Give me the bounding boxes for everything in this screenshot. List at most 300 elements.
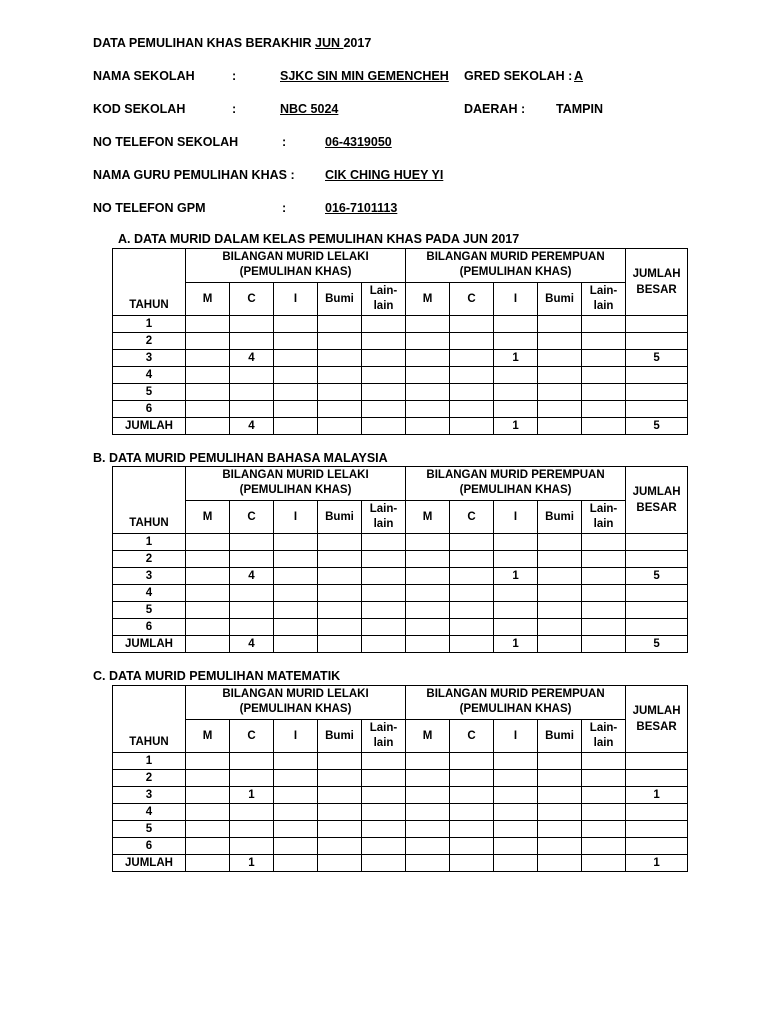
tahun-header: TAHUN (113, 249, 186, 316)
guru-label: NAMA GURU PEMULIHAN KHAS : (93, 168, 295, 182)
row-label: 3 (113, 568, 186, 585)
table-cell (274, 384, 318, 401)
table-cell (450, 367, 494, 384)
table-cell (494, 534, 538, 551)
lelaki-header-line2: (PEMULIHAN KHAS) (239, 703, 352, 715)
table-cell (494, 333, 538, 350)
table-cell (362, 787, 406, 804)
table-cell (318, 367, 362, 384)
col-header-perempuan-i: I (494, 283, 538, 316)
table-cell (450, 770, 494, 787)
table-cell (450, 619, 494, 636)
table-cell (318, 838, 362, 855)
table-cell: 1 (494, 568, 538, 585)
table-cell (582, 534, 626, 551)
table-cell (274, 602, 318, 619)
table-cell (406, 401, 450, 418)
table-cell (450, 418, 494, 435)
row-label: 2 (113, 551, 186, 568)
table-cell (362, 753, 406, 770)
table-cell (494, 367, 538, 384)
table-cell (538, 367, 582, 384)
table-cell (186, 401, 230, 418)
table-cell (626, 753, 688, 770)
table-cell (494, 838, 538, 855)
table-cell (186, 619, 230, 636)
lelaki-header-line1: BILANGAN MURID LELAKI (222, 688, 369, 700)
table-cell (582, 418, 626, 435)
table-cell (362, 316, 406, 333)
nama-sekolah-colon: : (232, 69, 237, 83)
table-cell (450, 636, 494, 653)
table-cell (318, 753, 362, 770)
table-cell (230, 770, 274, 787)
table-cell (582, 838, 626, 855)
col-header-lelaki-i: I (274, 501, 318, 534)
telefon-gpm-label: NO TELEFON GPM (93, 201, 206, 215)
table-cell (318, 787, 362, 804)
table-cell (450, 855, 494, 872)
kod-sekolah-colon: : (232, 102, 237, 116)
header-row-columns (113, 720, 688, 753)
lelaki-header-line1: BILANGAN MURID LELAKI (222, 251, 369, 263)
lain-lain-line1: Lain- (589, 722, 618, 734)
table-cell (406, 551, 450, 568)
col-header-lelaki-bumi: Bumi (318, 283, 362, 316)
table-cell (494, 602, 538, 619)
col-header-lelaki-i: I (274, 283, 318, 316)
tahun-header: TAHUN (113, 686, 186, 753)
lelaki-header-line2: (PEMULIHAN KHAS) (239, 484, 352, 496)
table-cell: 1 (626, 787, 688, 804)
table-cell (582, 619, 626, 636)
table-cell (186, 787, 230, 804)
table-cell (186, 753, 230, 770)
table-cell: 4 (230, 568, 274, 585)
table-cell (318, 619, 362, 636)
table-cell (582, 350, 626, 367)
jumlah-besar-header (626, 249, 688, 316)
col-header-perempuan-bumi: Bumi (538, 283, 582, 316)
table-cell (538, 619, 582, 636)
table-cell (186, 333, 230, 350)
table-row (113, 585, 688, 602)
table-cell (274, 401, 318, 418)
table-cell (406, 585, 450, 602)
table-row (113, 551, 688, 568)
row-label: 4 (113, 367, 186, 384)
table-cell: 5 (626, 350, 688, 367)
table-cell (230, 384, 274, 401)
table-cell (230, 821, 274, 838)
title-month: JUN (315, 36, 344, 50)
gred-sekolah-label: GRED SEKOLAH : (464, 69, 573, 83)
table-cell (450, 585, 494, 602)
table-cell (450, 568, 494, 585)
document-title (93, 36, 371, 50)
table-cell (274, 350, 318, 367)
col-header-lelaki-lain-lain (362, 501, 406, 534)
table-cell (406, 821, 450, 838)
table-cell (626, 770, 688, 787)
table-cell (538, 636, 582, 653)
col-header-perempuan-m: M (406, 720, 450, 753)
table-cell (362, 770, 406, 787)
col-header-lelaki-c: C (230, 283, 274, 316)
col-header-perempuan-c: C (450, 283, 494, 316)
table-cell (186, 770, 230, 787)
table-cell (274, 551, 318, 568)
table-cell (450, 838, 494, 855)
table-cell (230, 401, 274, 418)
lelaki-group-header (186, 686, 406, 720)
col-header-perempuan-m: M (406, 283, 450, 316)
table-cell (450, 333, 494, 350)
table-cell (582, 585, 626, 602)
table-cell: 5 (626, 636, 688, 653)
table-cell (494, 551, 538, 568)
jumlah-besar-header (626, 467, 688, 534)
lelaki-header-line1: BILANGAN MURID LELAKI (222, 469, 369, 481)
table-row (113, 602, 688, 619)
table-cell: 5 (626, 418, 688, 435)
table-cell (626, 821, 688, 838)
table-cell (406, 384, 450, 401)
table-cell (494, 619, 538, 636)
lain-lain-line2: lain (373, 737, 394, 749)
col-header-perempuan-lain-lain (582, 501, 626, 534)
perempuan-header-line1: BILANGAN MURID PEREMPUAN (426, 469, 605, 481)
table-row (113, 636, 688, 653)
table-cell (230, 602, 274, 619)
header-row-groups (113, 467, 688, 501)
table-cell (494, 384, 538, 401)
table-cell (406, 367, 450, 384)
table-cell (186, 367, 230, 384)
table-cell (538, 770, 582, 787)
jumlah-besar-line2: BESAR (636, 502, 677, 514)
table-cell (274, 636, 318, 653)
table-cell (318, 770, 362, 787)
table-cell (538, 821, 582, 838)
row-label: JUMLAH (113, 636, 186, 653)
nama-sekolah-value: SJKC SIN MIN GEMENCHEH (280, 69, 449, 83)
table-cell (450, 534, 494, 551)
table-cell (362, 602, 406, 619)
table-row (113, 753, 688, 770)
table-cell (274, 367, 318, 384)
telefon-gpm-colon: : (282, 201, 287, 215)
lelaki-group-header (186, 467, 406, 501)
jumlah-besar-line1: JUMLAH (632, 486, 681, 498)
table-cell (186, 804, 230, 821)
table-cell (362, 636, 406, 653)
table-cell (362, 568, 406, 585)
row-label: 1 (113, 753, 186, 770)
row-label: 3 (113, 350, 186, 367)
table-row (113, 804, 688, 821)
table-cell (494, 770, 538, 787)
table-cell (538, 418, 582, 435)
row-label: 6 (113, 401, 186, 418)
table-cell (230, 585, 274, 602)
table-cell (186, 534, 230, 551)
table-cell (318, 333, 362, 350)
table-cell (274, 585, 318, 602)
table-cell (626, 316, 688, 333)
table-cell (318, 551, 362, 568)
lain-lain-line2: lain (593, 300, 614, 312)
table-cell (362, 333, 406, 350)
table-cell (582, 770, 626, 787)
table-cell (494, 401, 538, 418)
table-cell (582, 367, 626, 384)
daerah-label: DAERAH : (464, 102, 526, 116)
header-row-groups (113, 249, 688, 283)
row-label: 1 (113, 534, 186, 551)
lain-lain-line2: lain (373, 300, 394, 312)
table-cell (582, 855, 626, 872)
table-cell (362, 367, 406, 384)
table-cell (538, 838, 582, 855)
col-header-lelaki-i: I (274, 720, 318, 753)
row-label: JUMLAH (113, 855, 186, 872)
table-cell (494, 316, 538, 333)
table-cell (538, 602, 582, 619)
table-cell (406, 568, 450, 585)
col-header-perempuan-c: C (450, 720, 494, 753)
lelaki-group-header (186, 249, 406, 283)
jumlah-besar-header (626, 686, 688, 753)
table-cell (230, 753, 274, 770)
table-cell (362, 350, 406, 367)
row-label: 4 (113, 804, 186, 821)
table-cell (406, 316, 450, 333)
col-header-lelaki-bumi: Bumi (318, 720, 362, 753)
header-row-columns (113, 501, 688, 534)
table-c (112, 685, 688, 872)
row-label: 2 (113, 770, 186, 787)
table-cell: 4 (230, 350, 274, 367)
table-cell (230, 619, 274, 636)
table-cell (318, 855, 362, 872)
table-cell: 1 (494, 350, 538, 367)
table-cell (538, 551, 582, 568)
table-cell (406, 753, 450, 770)
telefon-sekolah-label: NO TELEFON SEKOLAH (93, 135, 239, 149)
lain-lain-line1: Lain- (589, 285, 618, 297)
table-cell (406, 350, 450, 367)
table-cell (450, 602, 494, 619)
kod-sekolah-label: KOD SEKOLAH (93, 102, 186, 116)
table-cell (186, 838, 230, 855)
col-header-lelaki-c: C (230, 720, 274, 753)
col-header-perempuan-i: I (494, 720, 538, 753)
section-c-title: C. DATA MURID PEMULIHAN MATEMATIK (93, 669, 341, 683)
col-header-perempuan-bumi: Bumi (538, 501, 582, 534)
table-cell (450, 551, 494, 568)
table-cell (582, 401, 626, 418)
table-cell: 1 (230, 855, 274, 872)
section-b-title: B. DATA MURID PEMULIHAN BAHASA MALAYSIA (93, 451, 388, 465)
table-row (113, 350, 688, 367)
col-header-lelaki-c: C (230, 501, 274, 534)
table-cell (538, 804, 582, 821)
table-cell (538, 384, 582, 401)
table-cell (318, 636, 362, 653)
lelaki-header-line2: (PEMULIHAN KHAS) (239, 266, 352, 278)
table-cell (626, 384, 688, 401)
lain-lain-line1: Lain- (369, 722, 398, 734)
table-cell (274, 770, 318, 787)
table-cell (538, 787, 582, 804)
table-cell (230, 551, 274, 568)
section-a-title: A. DATA MURID DALAM KELAS PEMULIHAN KHAS PADA JUN 2017 (118, 232, 520, 246)
table-cell (538, 333, 582, 350)
table-cell (538, 855, 582, 872)
table-cell (582, 821, 626, 838)
table-cell (626, 401, 688, 418)
col-header-perempuan-m: M (406, 501, 450, 534)
lain-lain-line2: lain (593, 518, 614, 530)
table-cell: 1 (626, 855, 688, 872)
table-cell (186, 568, 230, 585)
row-label: 6 (113, 619, 186, 636)
col-header-lelaki-m: M (186, 501, 230, 534)
row-label: 2 (113, 333, 186, 350)
table-cell (626, 367, 688, 384)
table-cell (406, 619, 450, 636)
table-cell (450, 384, 494, 401)
row-label: 3 (113, 787, 186, 804)
gred-sekolah-value: A (574, 69, 584, 83)
table-cell: 1 (494, 418, 538, 435)
table-cell (538, 585, 582, 602)
jumlah-besar-line2: BESAR (636, 721, 677, 733)
lain-lain-line1: Lain- (589, 503, 618, 515)
table-cell (450, 350, 494, 367)
table-cell (406, 787, 450, 804)
table-cell (274, 568, 318, 585)
table-row (113, 384, 688, 401)
table-cell (274, 821, 318, 838)
title-year: 2017 (343, 36, 372, 50)
table-cell: 1 (494, 636, 538, 653)
table-cell (318, 418, 362, 435)
table-cell (582, 753, 626, 770)
perempuan-header-line2: (PEMULIHAN KHAS) (459, 266, 572, 278)
table-cell (494, 585, 538, 602)
table-row (113, 855, 688, 872)
table-cell (230, 534, 274, 551)
table-cell (318, 568, 362, 585)
table-cell (406, 418, 450, 435)
table-cell (582, 316, 626, 333)
table-cell (626, 602, 688, 619)
table-cell: 1 (230, 787, 274, 804)
col-header-perempuan-i: I (494, 501, 538, 534)
table-cell (274, 418, 318, 435)
row-label: 5 (113, 602, 186, 619)
table-cell (318, 384, 362, 401)
telefon-sekolah-value: 06-4319050 (325, 135, 392, 149)
table-cell (186, 551, 230, 568)
table-cell (582, 568, 626, 585)
row-label: 6 (113, 838, 186, 855)
col-header-lelaki-lain-lain (362, 720, 406, 753)
table-cell (494, 804, 538, 821)
table-cell (538, 316, 582, 333)
table-cell (362, 585, 406, 602)
table-cell (362, 855, 406, 872)
table-cell (274, 838, 318, 855)
col-header-lelaki-m: M (186, 283, 230, 316)
table-cell (494, 753, 538, 770)
table-cell (362, 418, 406, 435)
table-cell: 4 (230, 418, 274, 435)
table-cell (450, 316, 494, 333)
table-cell (318, 401, 362, 418)
row-label: 5 (113, 821, 186, 838)
table-cell (362, 821, 406, 838)
table-cell (186, 384, 230, 401)
table-cell (538, 534, 582, 551)
table-cell (626, 534, 688, 551)
header-row-groups (113, 686, 688, 720)
perempuan-header-line1: BILANGAN MURID PEREMPUAN (426, 688, 605, 700)
table-cell (538, 753, 582, 770)
table-cell (186, 855, 230, 872)
table-cell (494, 855, 538, 872)
table-cell (582, 602, 626, 619)
table-cell (186, 316, 230, 333)
table-cell (406, 333, 450, 350)
table-cell (494, 821, 538, 838)
table-cell (362, 551, 406, 568)
table-cell (362, 401, 406, 418)
table-row (113, 534, 688, 551)
table-row (113, 367, 688, 384)
perempuan-header-line2: (PEMULIHAN KHAS) (459, 484, 572, 496)
table-cell (450, 753, 494, 770)
table-row (113, 838, 688, 855)
kod-sekolah-value: NBC 5024 (280, 102, 339, 116)
table-cell (406, 804, 450, 821)
daerah-value: TAMPIN (556, 102, 603, 116)
table-cell (626, 804, 688, 821)
table-cell (406, 534, 450, 551)
table-cell (274, 753, 318, 770)
table-row (113, 418, 688, 435)
table-row (113, 401, 688, 418)
table-cell (582, 551, 626, 568)
table-cell (582, 636, 626, 653)
perempuan-group-header (406, 467, 626, 501)
table-cell (274, 855, 318, 872)
table-row (113, 316, 688, 333)
table-row (113, 568, 688, 585)
table-cell (186, 350, 230, 367)
table-cell (362, 838, 406, 855)
table-cell (406, 838, 450, 855)
table-cell (318, 585, 362, 602)
table-cell (230, 838, 274, 855)
telefon-gpm-value: 016-7101113 (325, 201, 398, 215)
col-header-perempuan-lain-lain (582, 720, 626, 753)
table-cell (450, 804, 494, 821)
col-header-lelaki-lain-lain (362, 283, 406, 316)
jumlah-besar-line2: BESAR (636, 284, 677, 296)
